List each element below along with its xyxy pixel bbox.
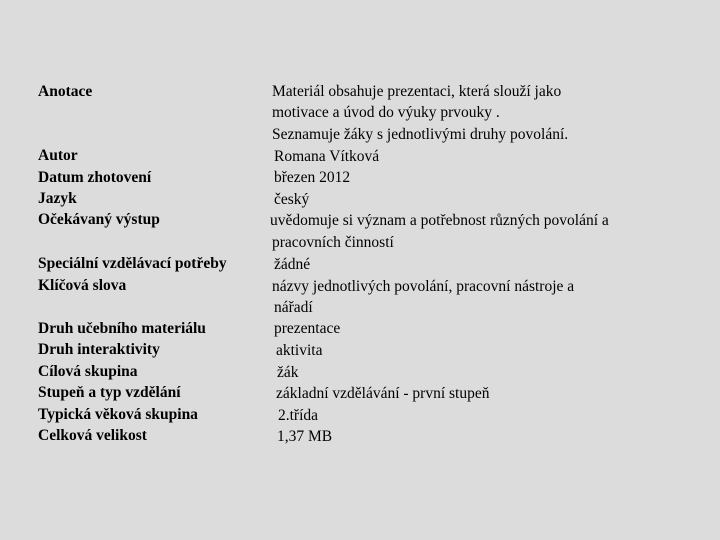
value-autor: Romana Vítková <box>274 148 380 165</box>
label-datum-zhotoveni: Datum zhotovení <box>38 169 152 186</box>
label-stupen-a-typ-vzdelani: Stupeň a typ vzdělání <box>38 384 181 401</box>
label-specialni-vzdelavaci-potreby: Speciální vzdělávací potřeby <box>38 255 227 272</box>
value-typicka-vekova-skupina: 2.třída <box>278 407 319 424</box>
label-typicka-vekova-skupina: Typická věková skupina <box>38 406 198 423</box>
value-klicova-slova-line-1: názvy jednotlivých povolání, pracovní nástroje a <box>272 278 575 295</box>
label-celkova-velikost: Celková velikost <box>38 427 147 444</box>
value-anotace-line-1: Materiál obsahuje prezentaci, která slouží jako <box>272 83 562 100</box>
value-anotace-line-3: Seznamuje žáky s jednotlivými druhy povolání. <box>272 126 569 143</box>
value-stupen-a-typ-vzdelani: základní vzdělávání - první stupeň <box>276 385 490 402</box>
label-anotace: Anotace <box>38 83 93 100</box>
value-celkova-velikost: 1,37 MB <box>277 428 333 445</box>
value-datum-zhotoveni: březen 2012 <box>274 169 351 186</box>
label-druh-ucebniho-materialu: Druh učebního materiálu <box>38 320 206 337</box>
value-anotace-line-2: motivace a úvod do výuky prvouky . <box>272 104 500 121</box>
label-autor: Autor <box>38 147 78 164</box>
value-druh-ucebniho-materialu: prezentace <box>274 320 341 337</box>
value-ocekavany-vystup-line-1: uvědomuje si význam a potřebnost různých povolání a <box>270 212 609 229</box>
label-ocekavany-vystup: Očekávaný výstup <box>38 211 160 228</box>
label-jazyk: Jazyk <box>38 190 77 207</box>
value-klicova-slova-line-2: nářadí <box>274 299 313 316</box>
label-cilova-skupina: Cílová skupina <box>38 363 138 380</box>
label-druh-interaktivity: Druh interaktivity <box>38 341 160 358</box>
value-ocekavany-vystup-line-2: pracovních činností <box>272 234 394 251</box>
value-jazyk: český <box>274 191 310 208</box>
value-cilova-skupina: žák <box>277 364 299 381</box>
value-specialni-vzdelavaci-potreby: žádné <box>274 256 311 273</box>
label-klicova-slova: Klíčová slova <box>38 277 127 294</box>
value-druh-interaktivity: aktivita <box>276 342 323 359</box>
